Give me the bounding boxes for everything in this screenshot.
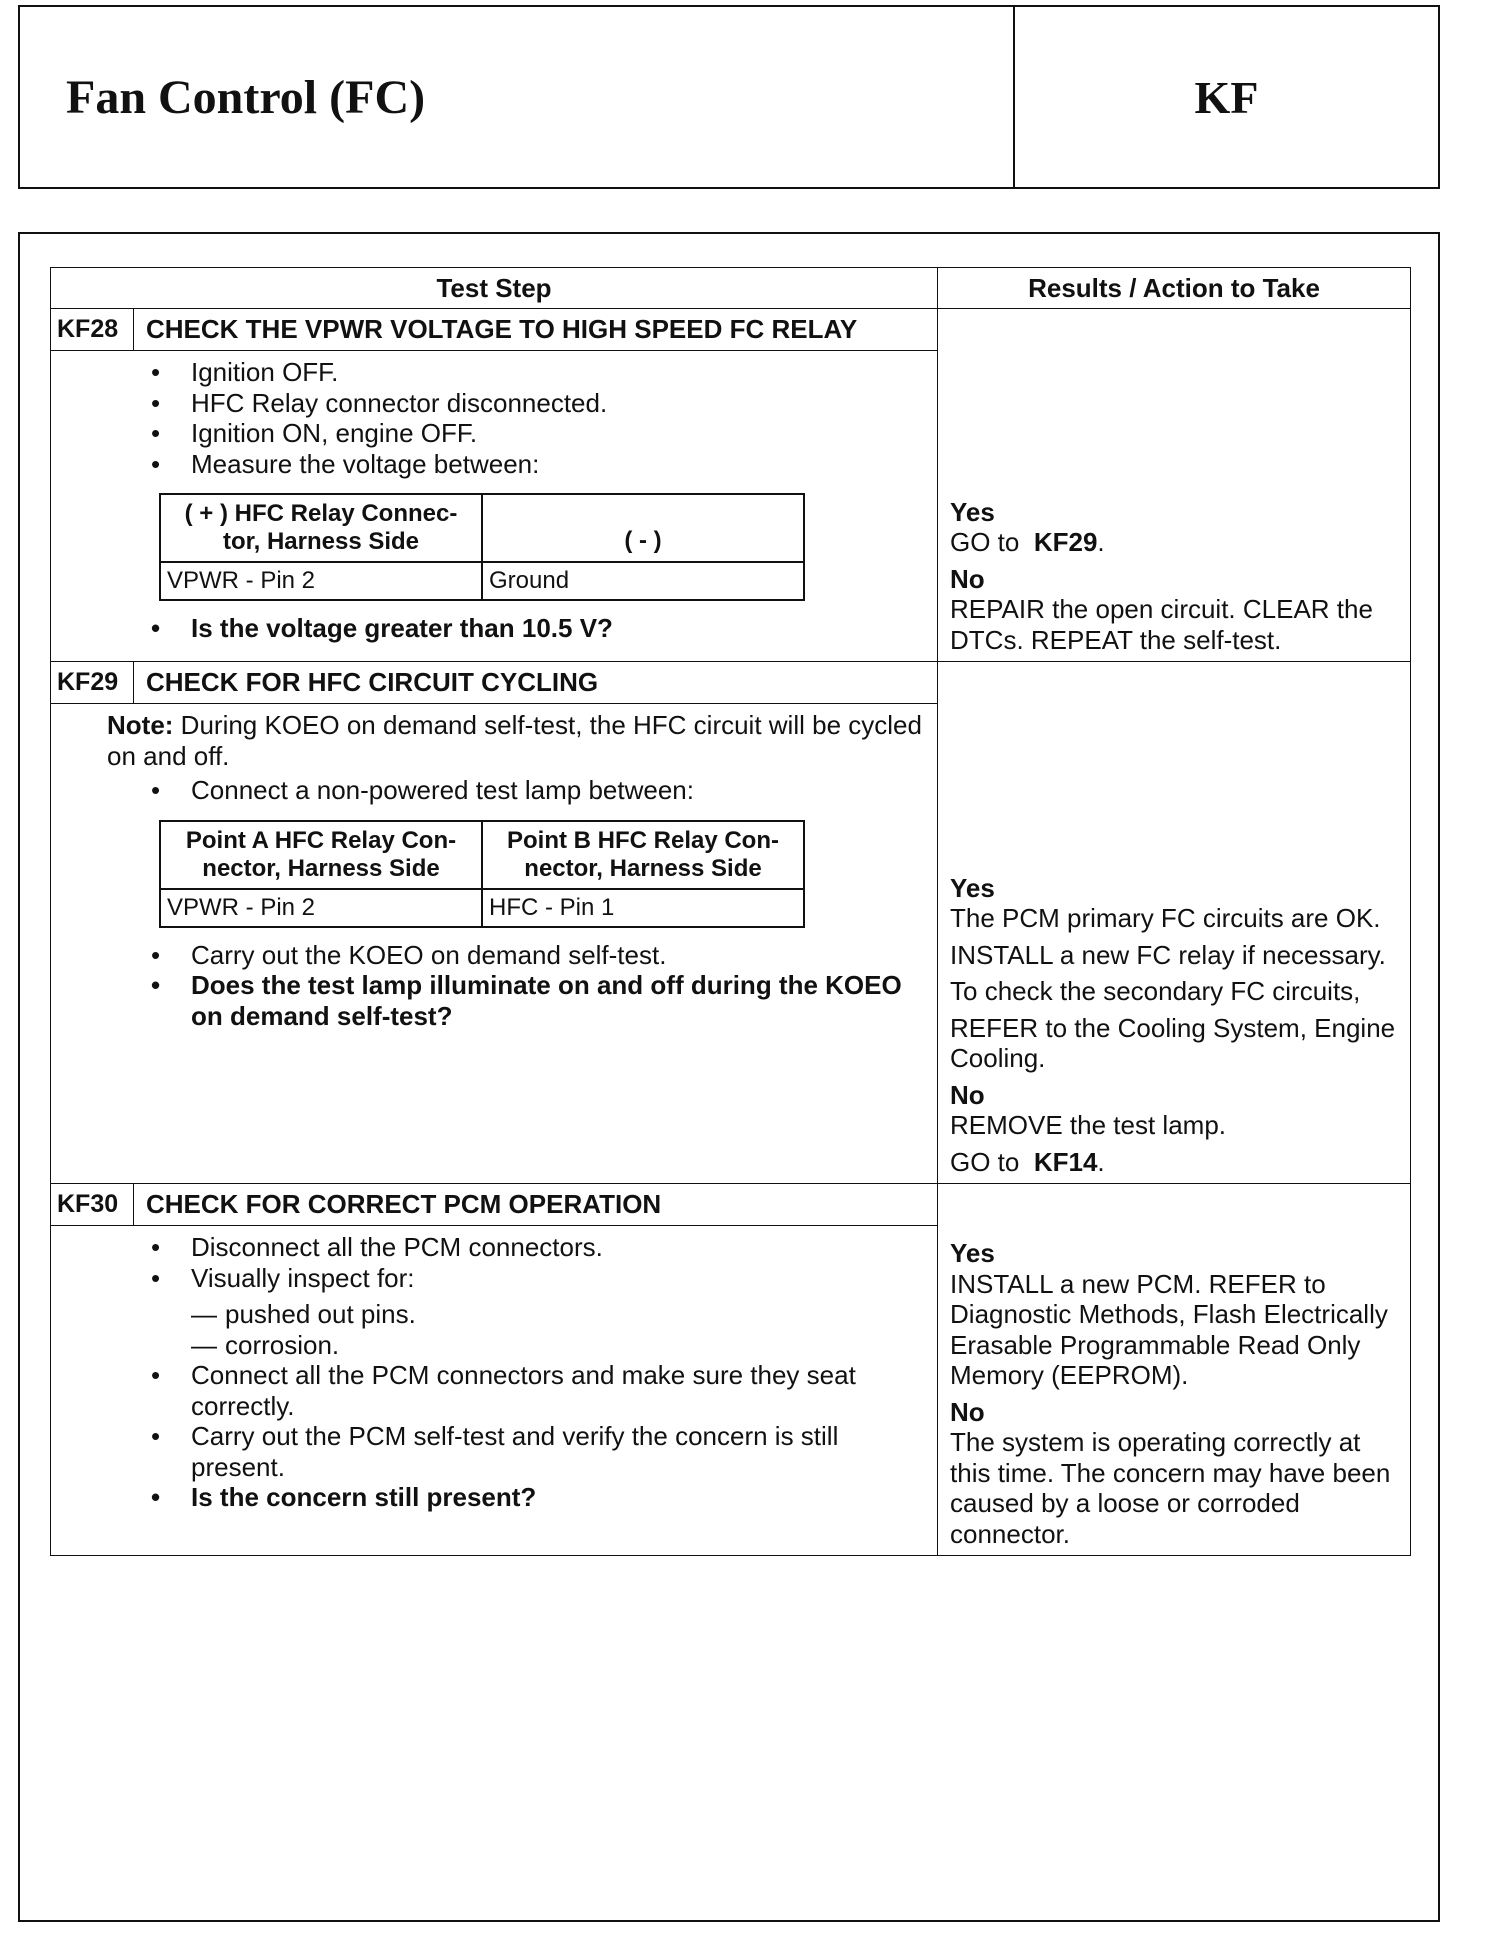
question: • Is the concern still present?: [149, 1482, 925, 1513]
yes-action: INSTALL a new PCM. REFER to Diagnostic Methods, Flash Electrically Erasable Programmable Read Only Memory (EEPROM).: [950, 1268, 1388, 1390]
list-item: • Carry out the KOEO on demand self-test.: [149, 940, 925, 971]
list-item: • Disconnect all the PCM connectors.: [149, 1232, 925, 1263]
inner-table-cell: VPWR - Pin 2: [160, 889, 482, 927]
inner-table-cell: VPWR - Pin 2: [160, 562, 482, 600]
yes-label: Yes: [950, 1238, 995, 1268]
step-title: CHECK FOR HFC CIRCUIT CYCLING: [134, 662, 938, 704]
step-title-row: [51, 662, 1411, 704]
dash-list: [149, 1299, 925, 1360]
bullet-list: [149, 1360, 925, 1513]
table-header-row: [51, 268, 1411, 309]
yes-action: The PCM primary FC circuits are OK.: [950, 903, 1381, 933]
no-action: The system is operating correctly at this time. The concern may have been caused by a loose or corroded connector.: [950, 1427, 1391, 1549]
results-header: Results / Action to Take: [938, 268, 1411, 309]
list-item: • Visually inspect for:: [149, 1263, 925, 1294]
step-title-row: [51, 1184, 1411, 1226]
step-reference: KF29: [1033, 527, 1098, 557]
list-item: • Ignition ON, engine OFF.: [149, 418, 925, 449]
inner-table-header: Point B HFC Relay Con-nector, Harness Side: [482, 821, 804, 889]
list-item: • Ignition OFF.: [149, 357, 925, 388]
page-header: [18, 5, 1440, 189]
inner-table-cell: HFC - Pin 1: [482, 889, 804, 927]
bullet-list: [149, 357, 925, 479]
bullet-list: [149, 940, 925, 1032]
step-title: CHECK THE VPWR VOLTAGE TO HIGH SPEED FC RELAY: [134, 309, 938, 351]
inner-table-header: ( + ) HFC Relay Connec-tor, Harness Side: [160, 494, 482, 562]
no-label: No: [950, 1079, 985, 1110]
step-id: KF30: [51, 1184, 134, 1226]
no-label: No: [950, 1396, 985, 1427]
step-title: CHECK FOR CORRECT PCM OPERATION: [134, 1184, 938, 1226]
yes-label: Yes: [950, 872, 995, 903]
no-action: GO to KF14.: [950, 1146, 1105, 1177]
step-results: [938, 662, 1411, 1184]
yes-action: To check the secondary FC circuits,: [950, 976, 1361, 1006]
list-item: — pushed out pins.: [191, 1299, 416, 1329]
step-id: KF29: [51, 662, 134, 704]
step-reference: KF14: [1033, 1146, 1098, 1177]
step-title-row: [51, 309, 1411, 351]
list-item: • Measure the voltage between:: [149, 449, 925, 480]
list-item: • HFC Relay connector disconnected.: [149, 388, 925, 419]
inner-table-header: Point A HFC Relay Con-nector, Harness Side: [160, 821, 482, 889]
test-step-table: [50, 267, 1411, 1556]
list-item: — corrosion.: [191, 1329, 340, 1360]
yes-action: GO to KF29.: [950, 527, 1105, 557]
measurement-table: [159, 493, 805, 601]
step-id: KF28: [51, 309, 134, 351]
no-action: REMOVE the test lamp.: [950, 1110, 1226, 1140]
yes-action: INSTALL a new FC relay if necessary.: [950, 939, 1386, 970]
note-text: During KOEO on demand self-test, the HFC circuit will be cycled on and off.: [107, 710, 922, 771]
list-item: • Connect all the PCM connectors and make sure they seat correctly.: [149, 1360, 925, 1421]
section-code: KF: [1194, 71, 1259, 123]
step-results: [938, 1184, 1411, 1556]
note-label: Note:: [107, 710, 174, 740]
bullet-list: [149, 775, 925, 806]
yes-label: Yes: [950, 496, 995, 527]
step-body: [51, 351, 938, 662]
list-item: • Carry out the PCM self-test and verify the concern is still present.: [149, 1421, 925, 1482]
test-step-header: Test Step: [51, 268, 938, 309]
step-body: [51, 1226, 938, 1556]
no-label: No: [950, 563, 985, 594]
yes-action: REFER to the Cooling System, Engine Cooling.: [950, 1012, 1396, 1073]
bullet-list: [149, 613, 925, 644]
question: • Is the voltage greater than 10.5 V?: [149, 613, 925, 644]
note: [107, 710, 925, 771]
step-body: [51, 704, 938, 1184]
question: • Does the test lamp illuminate on and off during the KOEO on demand self-test?: [149, 970, 925, 1031]
no-action: REPAIR the open circuit. CLEAR the DTCs. REPEAT the self-test.: [950, 594, 1373, 655]
bullet-list: [149, 1232, 925, 1293]
page-title: Fan Control (FC): [20, 7, 1015, 187]
inner-table-header: ( - ): [482, 494, 804, 562]
step-results: [938, 309, 1411, 662]
list-item: • Connect a non-powered test lamp between:: [149, 775, 925, 806]
inner-table-cell: Ground: [482, 562, 804, 600]
test-lamp-table: [159, 820, 805, 928]
